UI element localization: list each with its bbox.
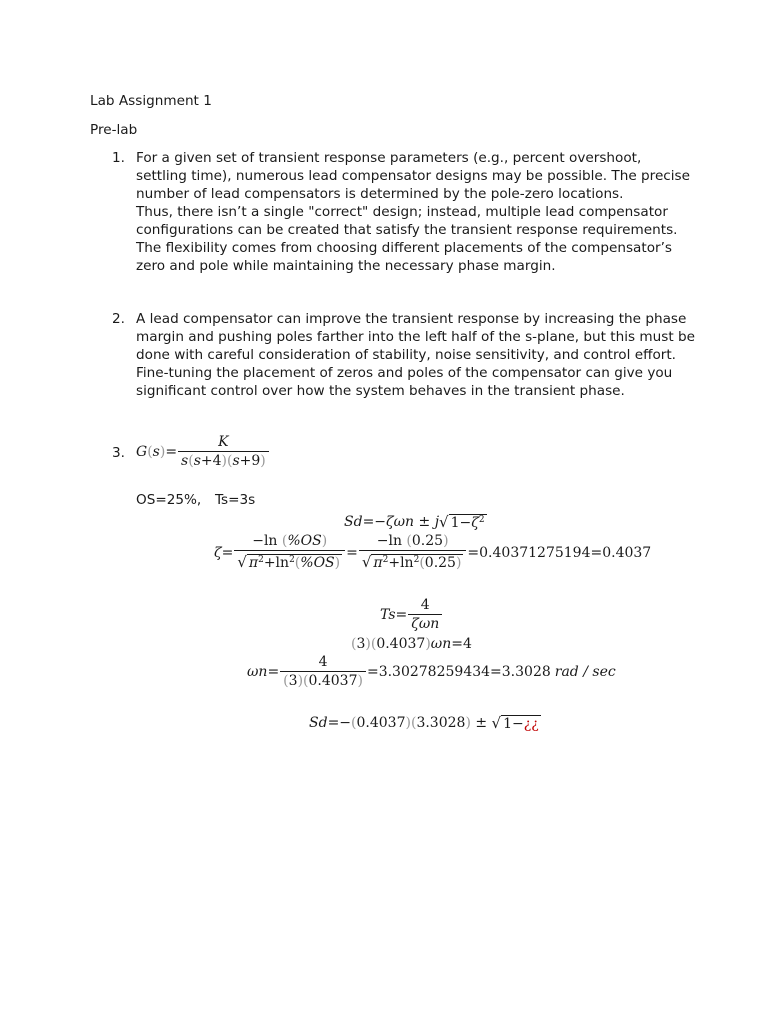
zeta-equation: ζ = $\frac{-\ln (\%OS)}{√ \pi^2+\ln^2(\%OS)}$ = $\frac{-\ln (0.25)}{√ \pi^2+\ln^2(0.25)}$ =0.40371275194=0.4037 [214, 533, 652, 571]
natural-frequency-equation: ωn = $\frac{4}{(3)(0.4037)}$ =3.30278259434=3.3028 rad / sec [247, 654, 616, 689]
page-title: Lab Assignment 1 [90, 93, 212, 109]
sd-numeric-equation: Sd =− ( 0.4037 )( 3.3028 ) ± √ 1−¿¿ [309, 713, 539, 732]
wn-result: =3.30278259434=3.3028 [366, 664, 551, 680]
item-2-paragraph-1: A lead compensator can improve the transient response by increasing the phase margin and pushing poles farther into the left half of the s-plane, but this must be done with careful consideration of stability, noise sensitivity, and control effort. Fine-tuning the placement of zeros and poles of the compensator can give you significant control over how the system behaves in the transient phase. [136, 311, 696, 399]
spec-settling-time: Ts=3s [215, 492, 256, 508]
transfer-function-equation: G ( s ) = $\frac{K}{s(s+4)(s+9)}$ [136, 434, 270, 470]
item-2-text [136, 310, 696, 400]
item-1-text [136, 149, 696, 275]
settling-time-equation: Ts = $\frac{4}{\text{ζωn}}$ [380, 597, 443, 633]
transfer-function-fraction: $\frac{K}{s(s+4)(s+9)}$ [178, 434, 269, 470]
zeta-numeric: 0.4037 [376, 636, 426, 652]
section-heading: Pre-lab [90, 122, 138, 138]
item-2-number: 2. [112, 311, 125, 327]
sd-formula: Sd =− ζωn ± j √ $1-\zeta^2$ [344, 512, 485, 531]
zeta-result: =0.40371275194=0.4037 [467, 544, 652, 561]
wn-unit: rad / sec [554, 664, 616, 680]
item-1-number: 1. [112, 150, 125, 166]
item-3-number: 3. [112, 445, 125, 461]
wn-intermediate-equation: ( 3 )( 0.4037 ) ωn =4 [351, 636, 472, 652]
spec-overshoot: OS=25%, [136, 492, 202, 508]
item-1-paragraph-2: Thus, there isn’t a single "correct" design; instead, multiple lead compensator configurations can be created that satisfy the transient response requirements. The flexibility comes from choosing different placements of the compensator’s zero and pole while maintaining the necessary phase margin. [136, 204, 678, 274]
unrendered-glyphs: ¿¿ [523, 716, 539, 732]
item-1-paragraph-1: For a given set of transient response parameters (e.g., percent overshoot, settling time), numerous lead compensator designs may be possible. The precise number of lead compensators is determined by the pole-zero locations. [136, 150, 691, 202]
